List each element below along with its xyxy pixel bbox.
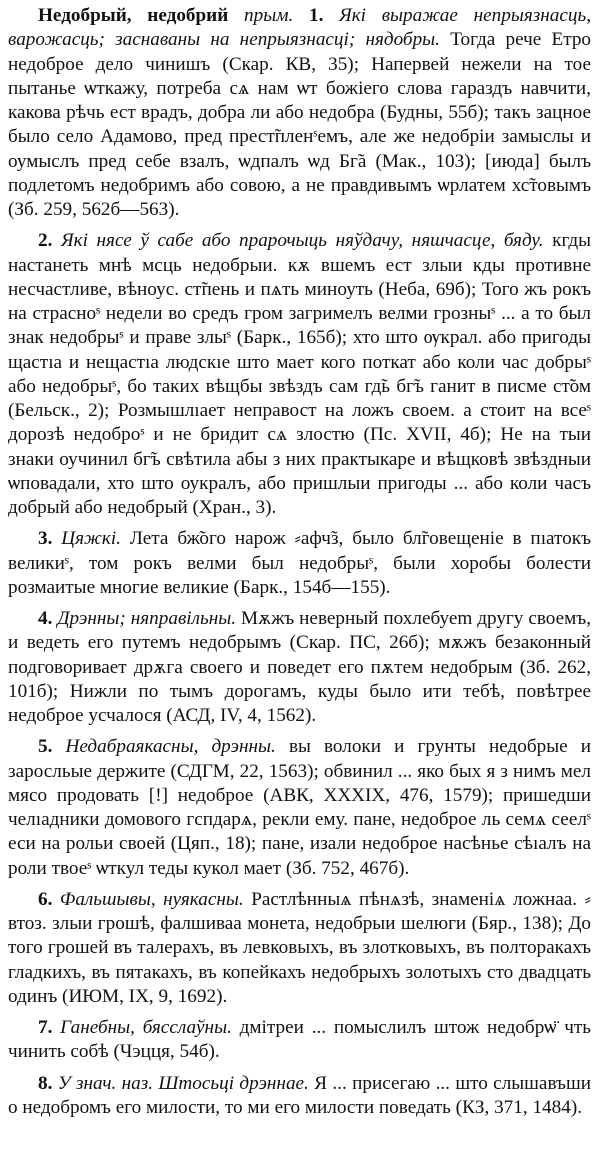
sense-paragraph (8, 527, 591, 600)
sense-number: 4. (38, 608, 53, 629)
sense-paragraph (8, 1072, 591, 1121)
sense-gloss: У знач. наз. Штосьці дрэннае. (57, 1072, 309, 1094)
sense-gloss: Недабраякасны, дрэнны. (65, 736, 276, 758)
sense-paragraph (8, 229, 591, 520)
sense-number: 5. (38, 736, 53, 758)
sense-number: 8. (38, 1072, 53, 1094)
dictionary-entry-sense-6 (8, 888, 591, 1009)
sense-citations: дмітреи ... помыслилъ штож недобрѡ̈ чть чинить собѣ (Чэцця, 54б). (8, 1017, 592, 1063)
dictionary-entry-sense-2 (8, 229, 591, 520)
sense-citations: кгды настанеть мнѣ мсць недобрыи. кѫ вшемъ ест злыи кды противне несчастливе, вѣноус. ст̃пень и пѧть миноуть (Неба, 69б); Того жъ рокъ на страсноˢ недели во средъ гром загримелъ велми грозныˢ ... а то был знак недобрыˢ и праве злыˢ (Барк., 165б); хто што ѹкрал. або пригоды щастıа и нещастıа людскıе што мает кого поткат або коли час добрыˢ або недобрыˢ, бо таких вѣщбы звѣздъ сам гд̃ь бг̃ъ ганит в писме ст̃ом (Бельск., 2); Розмышлıает неправост на ложъ своем. а стоит на всеˢ дорозѣ недоброˢ и не бридит сѧ злостю (Пс. XVII, 4б); Не на тыи знаки оучинил бг̃ъ свѣтила абы з них практыкаре и вѣщковѣ звѣздныи ѡповадали, хто што оукралъ, або пришлыи пригоды ... або коли часъ добрый або недобрый (Хран., 3). (8, 230, 592, 518)
dictionary-entry-sense-3 (8, 527, 591, 600)
sense-paragraph (8, 735, 591, 881)
sense-number: 3. (38, 528, 53, 550)
sense-number: 7. (38, 1017, 53, 1038)
part-of-speech: прым. (244, 5, 294, 26)
sense-gloss: Ганебны, бясслаўны. (60, 1017, 232, 1038)
sense-number: 2. (38, 230, 53, 252)
entry-headword: Недобрый, недобрий (38, 5, 229, 26)
dictionary-entry-sense-8 (8, 1072, 591, 1121)
sense-citations: Я ... присегаю ... што слышавъши о недобромъ его милости, то ми его милости поведать (КЗ, 371, 1484). (8, 1072, 591, 1118)
sense-number: 6. (38, 888, 53, 910)
dictionary-entry-sense-4 (8, 607, 591, 728)
dictionary-entry-sense-7 (8, 1016, 591, 1065)
sense-gloss: Які нясе ў сабе або прарочыць няўдачу, няшчасце, бяду. (61, 230, 544, 252)
sense-paragraph (8, 888, 591, 1009)
dictionary-entry-sense-1 (8, 4, 591, 222)
sense-gloss: Дрэнны; няправільны. (57, 608, 237, 629)
sense-gloss: Фальшывы, нуякасны. (59, 888, 244, 910)
sense-gloss: Які выражае непрыязнасць, варожасць; заснаваны на непрыязнасці; нядобры. (8, 5, 592, 51)
sense-paragraph (8, 1016, 591, 1065)
sense-citations: Мѫжъ неверный похлебуеm другу своемъ, и ведеть его путемъ недобрымъ (Скар. ПС, 26б); мѫжъ безаконный подговоривает дрѫга своего и поведет его пѫтем недобрым (Зб. 262, 101б); Нижли по тымъ дорогамъ, куды было ити тебѣ, повѣтрее недоброе усчалося (АСД, IV, 4, 1562). (8, 608, 591, 726)
sense-paragraph (8, 607, 591, 728)
sense-citations: Лета бж̃ого нарож ⸗афч̃з, было бл̃говещеніе в пıатокъ великиˢ, том рокъ велми был недобрыˢ, были хоробы болести розмаитые многие великие (Барк., 154б—155). (8, 528, 592, 598)
dictionary-entry-sense-5 (8, 735, 591, 881)
sense-gloss: Цяжкі. (61, 528, 122, 550)
sense-citations: вы волоки и грунты недобрые и заросльые держите (СДГМ, 22, 1563); обвинил ... яко бых я з нимъ мел мясо продовать [!] недоброе (АВК, XXXIX, 476, 1579); пришедши челıадники домового гспдарѧ, рекли ему. пане, недоброе ль семѧ сеелˢ еси на рольи своей (Цяп., 18); пане, изали недоброе насѣнье сѣıалъ на роли твоеˢ ѡткул теды кукол мает (Зб. 752, 467б). (8, 736, 591, 879)
sense-citations: Тогда рече Етро недоброе дело чинишъ (Скар. КВ, 35); Напервей нежели на тое пытанье ѡткажу, потреба сѧ нам ѡт божіего слова гараздъ навчити, какова рѣчь ест врадъ, добра ли або недобра (Будны, 55б); такъ зацное было село Адамово, пред прест̃пленˢемъ, але же недобріи замыслы и оумыслъ пред себе взалъ, ѡдпалъ ѡд Бг̃а (Мак., 103); [июда] былъ подлетомъ недобримъ або совою, а не правдивымъ ѡрлатем хс̃товымъ (Зб. 259, 562б—563). (8, 29, 592, 220)
sense-paragraph (8, 4, 591, 222)
sense-citations: Растлѣнныѧ пѣнѧзѣ, знаменіѧ ложнаа. ⸗втоз. злыи грошѣ, фалшиваа монета, недобрыи шелюги (Бяр., 138); До того грошей въ талерахъ, въ левковыхъ, въ злотковыхъ, въ полторакахъ гладкихъ, въ пятакахъ, въ копейкахъ недобрыхъ золотыхъ сто двадцать одинъ (ИЮМ, IX, 9, 1692). (8, 888, 591, 1007)
sense-number: 1. (308, 5, 324, 26)
